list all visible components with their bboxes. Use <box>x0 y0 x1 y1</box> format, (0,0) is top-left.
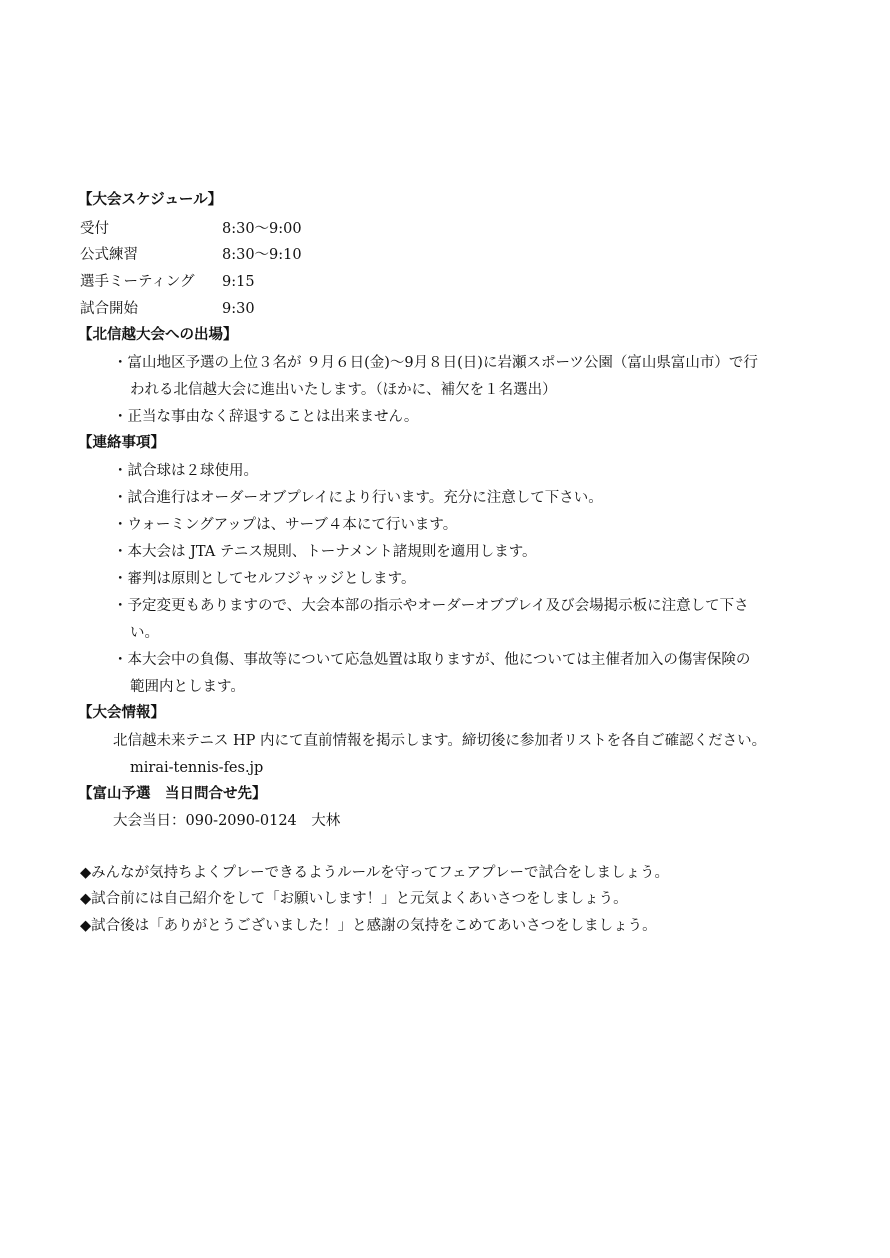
schedule-label: 試合開始 <box>80 301 138 317</box>
notice-item: ・本大会中の負傷、事故等について応急処置は取りますが、他については主催者加入の傷害保険の <box>113 652 751 668</box>
schedule-time: 9:30 <box>222 301 255 317</box>
closing-note: ◆試合後は「ありがとうございました！」と感謝の気持をこめてあいさつをしましょう。 <box>80 918 657 934</box>
schedule-time: 9:15 <box>222 274 255 290</box>
closing-note: ◆みんなが気持ちよくプレーできるようルールを守ってフェアプレーで試合をしましょう。 <box>80 865 669 881</box>
schedule-time: 8:30～9:10 <box>222 247 302 263</box>
notice-item: ・試合進行はオーダーオブプレイにより行います。充分に注意して下さい。 <box>113 490 603 506</box>
notice-item-continuation: 範囲内とします。 <box>130 679 245 695</box>
info-url: mirai-tennis-fes.jp <box>130 760 264 776</box>
closing-note: ◆試合前には自己紹介をして「お願いします！」と元気よくあいさつをしましょう。 <box>80 891 628 907</box>
info-text: 北信越未来テニス HP 内にて直前情報を掲示します。締切後に参加者リストを各自ご確認ください。 <box>113 733 767 749</box>
qualification-item: ・正当な事由なく辞退することは出来ません。 <box>113 409 419 425</box>
contact-heading: 【富山予選 当日問合せ先】 <box>78 786 267 802</box>
notice-item: ・ウォーミングアップは、サーブ４本にて行います。 <box>113 517 458 533</box>
notice-item: ・審判は原則としてセルフジャッジとします。 <box>113 571 416 587</box>
qualification-heading: 【北信越大会への出場】 <box>78 327 238 343</box>
info-heading: 【大会情報】 <box>78 705 165 721</box>
schedule-label: 公式練習 <box>80 247 138 263</box>
notice-item: ・予定変更もありますので、大会本部の指示やオーダーオブプレイ及び会場掲示板に注意して下さ <box>113 598 749 614</box>
notices-heading: 【連絡事項】 <box>78 435 165 451</box>
qualification-item-continuation: われる北信越大会に進出いたします。（ほかに、補欠を１名選出） <box>130 382 557 398</box>
contact-text: 大会当日：090-2090-0124 大林 <box>113 813 341 829</box>
schedule-label: 選手ミーティング <box>80 274 195 290</box>
notice-item: ・試合球は２球使用。 <box>113 463 258 479</box>
qualification-item: ・富山地区予選の上位３名が ９月６日(金)～9月８日(日)に岩瀬スポーツ公園（富山県富山市）で行 <box>113 355 758 371</box>
schedule-heading: 【大会スケジュール】 <box>78 192 223 208</box>
notice-item-continuation: い。 <box>130 625 159 641</box>
schedule-label: 受付 <box>80 221 109 237</box>
notice-item: ・本大会は JTA テニス規則、トーナメント諸規則を適用します。 <box>113 544 537 560</box>
schedule-time: 8:30～9:00 <box>222 221 302 237</box>
